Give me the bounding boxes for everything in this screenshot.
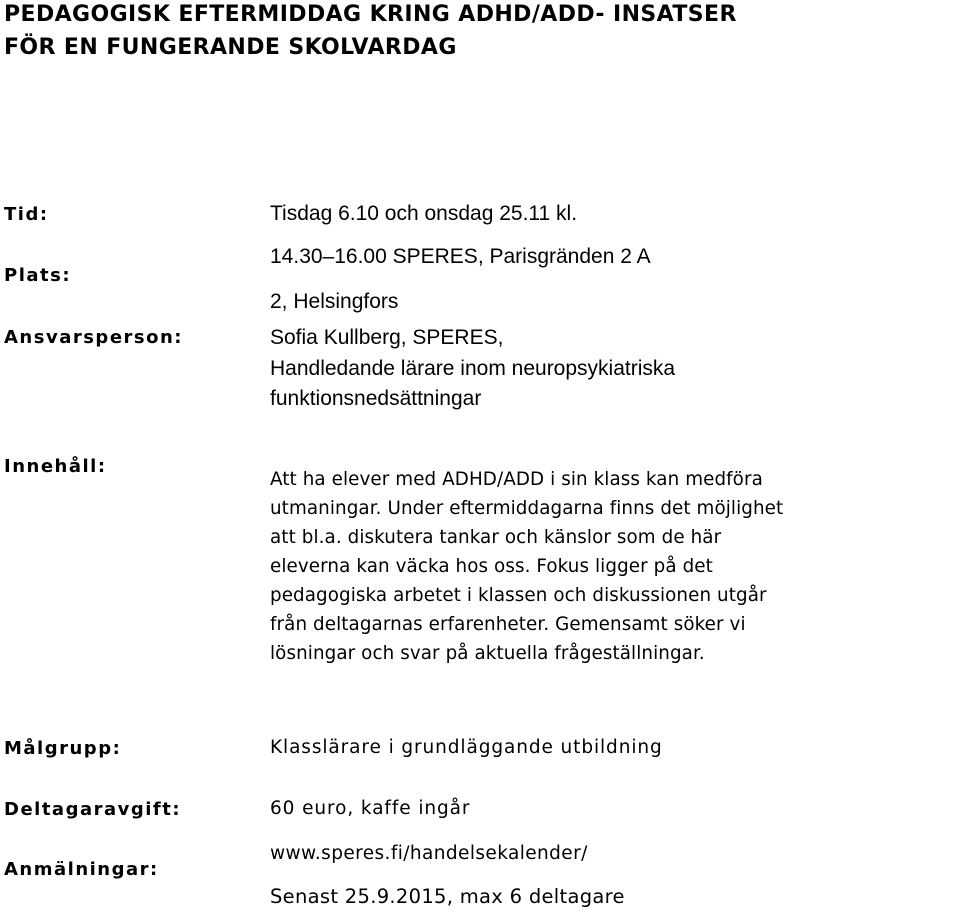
label-tid: Tid: <box>4 204 49 225</box>
label-anmalningar: Anmälningar: <box>4 859 159 880</box>
plats-value: 2, Helsingfors <box>270 290 399 313</box>
page-title-line-1: PEDAGOGISK EFTERMIDDAG KRING ADHD/ADD- INSATSER <box>4 2 737 27</box>
ansvarsperson-value-line-1: Sofia Kullberg, SPERES, <box>270 326 504 349</box>
innehall-line: eleverna kan väcka hos oss. Fokus ligger på det <box>270 556 713 577</box>
label-ansvarsperson: Ansvarsperson: <box>4 327 183 348</box>
deltagaravgift-value: 60 euro, kaffe ingår <box>270 798 471 819</box>
label-plats: Plats: <box>4 265 72 286</box>
label-deltagaravgift: Deltagaravgift: <box>4 799 182 820</box>
ansvarsperson-value-line-2: Handledande lärare inom neuropsykiatriska <box>270 357 676 380</box>
innehall-line: från deltagarnas erfarenheter. Gemensamt söker vi <box>270 614 746 635</box>
label-innehall: Innehåll: <box>4 456 107 477</box>
anmalningar-url: www.speres.fi/handelsekalender/ <box>270 843 588 864</box>
page-title-line-2: FÖR EN FUNGERANDE SKOLVARDAG <box>4 35 457 60</box>
innehall-line: pedagogiska arbetet i klassen och diskussionen utgår <box>270 585 767 606</box>
innehall-line: lösningar och svar på aktuella frågeställningar. <box>270 643 705 664</box>
innehall-line: att bl.a. diskutera tankar och känslor som de här <box>270 527 722 548</box>
malgrupp-value: Klasslärare i grundläggande utbildning <box>270 737 663 758</box>
innehall-paragraph <box>270 465 960 668</box>
innehall-line: Att ha elever med ADHD/ADD i sin klass kan medföra <box>270 469 763 490</box>
ansvarsperson-value-line-3: funktionsnedsättningar <box>270 387 482 410</box>
innehall-line: utmaningar. Under eftermiddagarna finns det möjlighet <box>270 498 784 519</box>
tid-value-line-2: 14.30–16.00 SPERES, Parisgränden 2 A <box>270 245 651 268</box>
tid-value-line-1: Tisdag 6.10 och onsdag 25.11 kl. <box>270 202 578 225</box>
anmalningar-deadline: Senast 25.9.2015, max 6 deltagare <box>270 885 625 908</box>
label-malgrupp: Målgrupp: <box>4 738 122 759</box>
